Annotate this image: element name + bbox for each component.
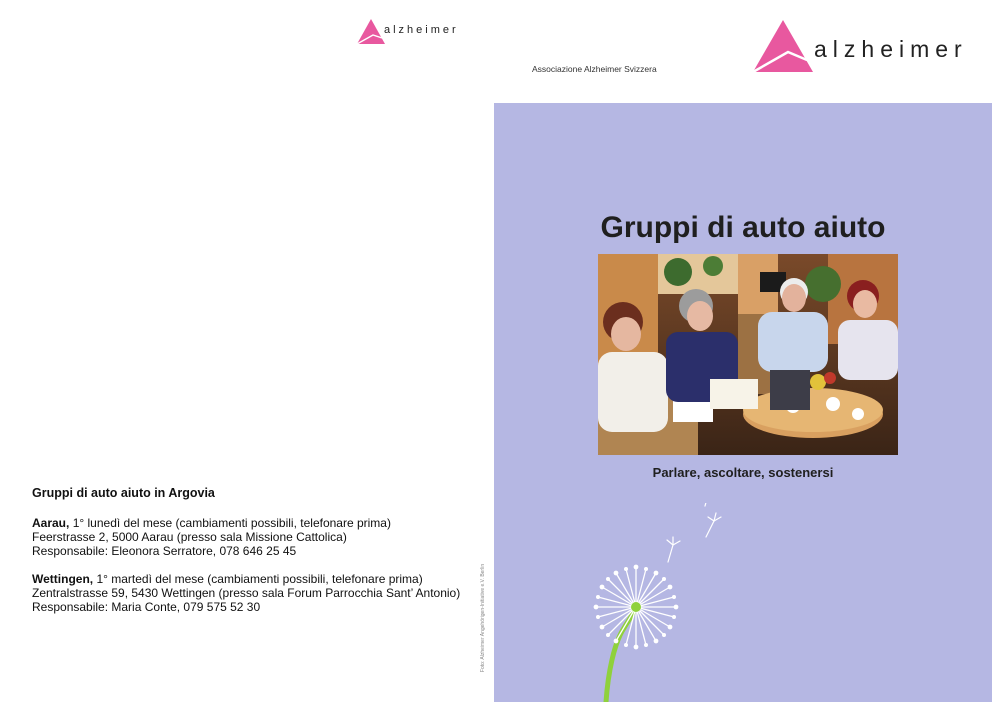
entry-address: Feerstrasse 2, 5000 Aarau (presso sala Missione Cattolica) — [32, 530, 347, 544]
group-entry-aarau — [32, 516, 462, 558]
entry-schedule: 1° lunedì del mese (cambiamenti possibili, telefonare prima) — [69, 516, 391, 530]
right-logo — [752, 18, 972, 74]
cover-panel — [494, 103, 992, 702]
group-entry-wettingen — [32, 572, 462, 614]
entry-line-1 — [32, 572, 462, 586]
logo-word: alzheimer — [384, 24, 459, 36]
photo-credit: Foto: Alzheimer Angehörigen-Initiative e.V. Berlin — [480, 563, 486, 673]
cover-title: Gruppi di auto aiuto — [600, 211, 886, 244]
association-name: Associazione Alzheimer Svizzera — [532, 64, 657, 74]
entry-city: Wettingen, — [32, 572, 94, 586]
entry-schedule: 1° martedì del mese (cambiamenti possibili, telefonare prima) — [93, 572, 423, 586]
entry-contact: Responsabile: Maria Conte, 079 575 52 30 — [32, 600, 261, 614]
dandelion-icon — [574, 503, 834, 702]
logo-word: alzheimer — [814, 36, 968, 62]
groups-title: Gruppi di auto aiuto in Argovia — [32, 486, 215, 500]
group-conversation-photo — [598, 254, 898, 455]
cover-tagline: Parlare, ascoltare, sostenersi — [652, 465, 834, 480]
triangle-logo-icon — [356, 18, 386, 46]
entry-line-1 — [32, 516, 462, 530]
entry-address: Zentralstrasse 59, 5430 Wettingen (presso sala Forum Parrocchia Sant’ Antonio) — [32, 586, 461, 600]
left-logo — [356, 18, 466, 48]
groups-section — [32, 486, 462, 628]
entry-city: Aarau, — [32, 516, 70, 530]
entry-contact: Responsabile: Eleonora Serratore, 078 646 25 45 — [32, 544, 297, 558]
triangle-logo-icon — [752, 18, 814, 74]
